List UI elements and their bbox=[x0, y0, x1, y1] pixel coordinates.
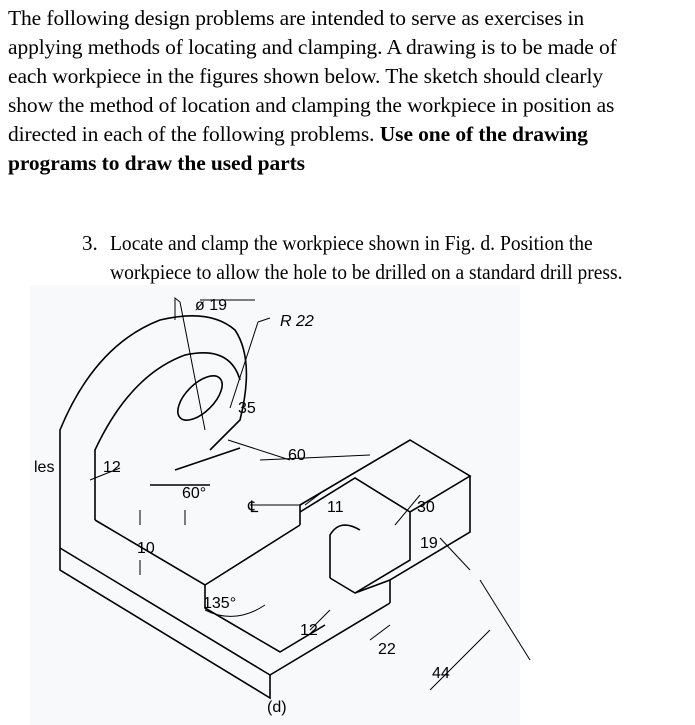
dim-12-bottom-label: 12 bbox=[300, 622, 318, 639]
intro-line-5 bbox=[8, 120, 692, 149]
intro-line-5-plain: directed in each of the following problems. bbox=[8, 122, 380, 146]
dim-22-label: 22 bbox=[378, 641, 396, 658]
side-text-fragment: les bbox=[34, 459, 55, 476]
dim-30-label: 30 bbox=[417, 499, 435, 516]
problem-line-2: workpiece to allow the hole to be drilled on a standard drill press. bbox=[110, 260, 623, 284]
centerline-label: ℄ bbox=[248, 499, 259, 516]
dim-60-label: 60 bbox=[288, 447, 306, 464]
dim-44-label: 44 bbox=[432, 665, 450, 682]
intro-line-3: each workpiece in the figures shown below. The sketch should clearly bbox=[8, 64, 604, 88]
intro-line-6-bold: programs to draw the used parts bbox=[8, 151, 305, 175]
figure-caption: (d) bbox=[267, 699, 287, 716]
diameter-19-label: ø 19 bbox=[195, 297, 228, 314]
problem-line-1: Locate and clamp the workpiece shown in Fig. d. Position the bbox=[110, 231, 593, 255]
intro-paragraph bbox=[8, 4, 692, 178]
intro-line-6 bbox=[8, 149, 692, 178]
angle-60-label: 60° bbox=[182, 485, 207, 502]
dim-19-label: 19 bbox=[420, 535, 438, 552]
problem-number: 3. bbox=[82, 231, 98, 255]
angle-135-label: 135° bbox=[203, 595, 237, 612]
intro-line-2: applying methods of locating and clamping. A drawing is to be made of bbox=[8, 35, 617, 59]
dim-10-label: 10 bbox=[137, 540, 155, 557]
radius-22-label: R 22 bbox=[280, 313, 314, 330]
intro-line-1: The following design problems are intended to serve as exercises in bbox=[8, 6, 585, 30]
dim-12-left-label: 12 bbox=[103, 459, 121, 476]
intro-line-4: show the method of location and clamping the workpiece in position as bbox=[8, 93, 615, 117]
intro-line-5-bold: Use one of the drawing bbox=[379, 122, 588, 146]
dim-11-label: 11 bbox=[327, 499, 344, 516]
workpiece-figure-d bbox=[0, 280, 695, 725]
dim-35-label: 35 bbox=[238, 400, 256, 417]
